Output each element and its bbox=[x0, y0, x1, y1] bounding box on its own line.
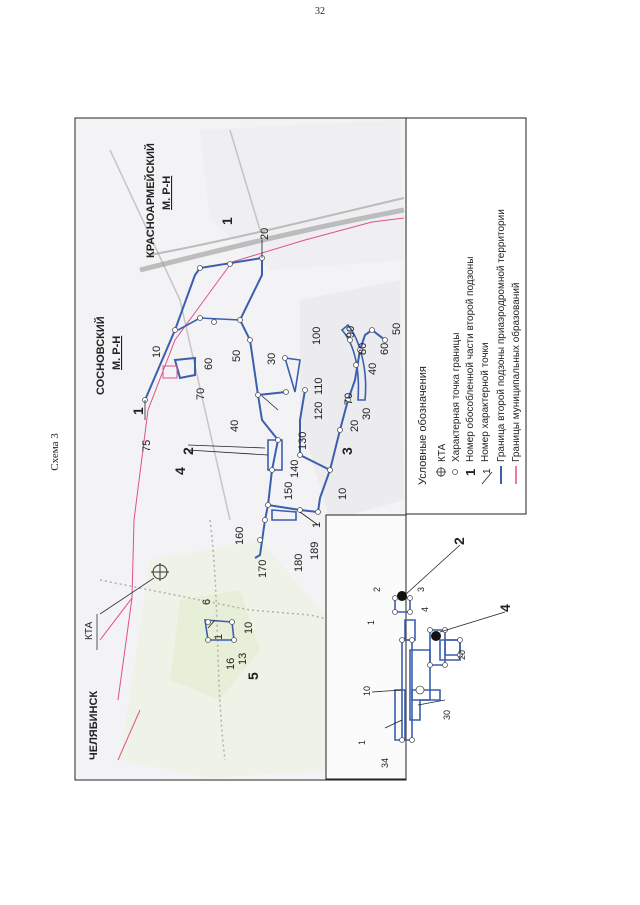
legend-label-point: Характерная точка границы bbox=[451, 332, 462, 462]
legend-item-zone-number bbox=[463, 257, 478, 476]
inset-point-2: 2 bbox=[372, 586, 382, 592]
legend-title: Условные обозначения bbox=[417, 366, 429, 485]
point-130: 130 bbox=[297, 431, 309, 450]
legend-symbol-zone-number: 1 bbox=[463, 468, 478, 476]
point-50b: 50 bbox=[391, 322, 403, 335]
point-75: 75 bbox=[141, 439, 153, 452]
label-krasnoarmeysky-2: М. Р-Н bbox=[161, 175, 173, 210]
point-40: 40 bbox=[229, 419, 241, 432]
legend-item-municipal-line bbox=[510, 283, 522, 485]
point-90: 90 bbox=[345, 325, 357, 338]
point-10b: 10 bbox=[337, 487, 349, 500]
point-80: 80 bbox=[357, 342, 369, 355]
point-20b: 20 bbox=[349, 419, 361, 432]
point-z5-10: 10 bbox=[243, 621, 255, 634]
legend-item-point bbox=[451, 333, 462, 475]
inset-zone-4: 4 bbox=[497, 604, 513, 612]
legend-label-kta: КТА bbox=[437, 443, 448, 462]
point-110: 110 bbox=[313, 377, 325, 395]
point-180: 180 bbox=[293, 553, 305, 572]
point-100: 100 bbox=[311, 326, 323, 345]
inset-point-20: 20 bbox=[457, 649, 467, 660]
point-30: 30 bbox=[266, 352, 278, 365]
point-40b: 40 bbox=[367, 362, 379, 375]
point-170: 170 bbox=[257, 559, 269, 578]
legend-label-subzone-line: Граница второй подзоны приаэродромной территории bbox=[496, 209, 507, 462]
point-70b: 70 bbox=[343, 392, 355, 405]
zone-number-4: 4 bbox=[172, 467, 188, 475]
point-120: 120 bbox=[313, 401, 325, 420]
legend-symbol-point-number: 1 bbox=[482, 468, 493, 474]
zone-number-2: 2 bbox=[180, 447, 196, 455]
legend-label-municipal-line: Границы муниципальных образований bbox=[511, 282, 522, 462]
zone-number-3: 3 bbox=[339, 447, 355, 455]
label-sosnovsky-1: СОСНОВСКИЙ bbox=[95, 316, 107, 395]
point-z5-6: 6 bbox=[201, 598, 213, 605]
point-1b: 1 bbox=[311, 521, 323, 528]
label-chelyabinsk: ЧЕЛЯБИНСК bbox=[88, 690, 100, 760]
small-circle-icon bbox=[453, 470, 458, 475]
scheme-title: Схема 3 bbox=[49, 433, 61, 471]
label-krasnoarmeysky-1: КРАСНОАРМЕЙСКИЙ bbox=[145, 143, 157, 258]
point-20: 20 bbox=[259, 227, 271, 240]
inset-point-1: 1 bbox=[366, 619, 376, 625]
point-189: 189 bbox=[309, 541, 321, 560]
inset-point-34: 34 bbox=[380, 757, 390, 768]
point-z5-16: 16 bbox=[225, 657, 237, 670]
inset-marker-4 bbox=[431, 631, 441, 641]
zone-number-5: 5 bbox=[245, 672, 261, 680]
inset-panel bbox=[326, 515, 460, 779]
point-160: 160 bbox=[234, 526, 246, 545]
point-60b: 60 bbox=[379, 342, 391, 355]
point-50: 50 bbox=[231, 349, 243, 362]
legend-label-zone-number: Номер обособленной части второй подзоны bbox=[465, 256, 476, 462]
inset-point-10: 10 bbox=[362, 685, 372, 696]
page-number: 32 bbox=[315, 6, 325, 17]
inset-point-30: 30 bbox=[442, 709, 452, 720]
point-10: 10 bbox=[151, 345, 163, 358]
inset-point-1b: 1 bbox=[357, 739, 367, 745]
zone-number-1b: 1 bbox=[130, 407, 146, 415]
point-60: 60 bbox=[203, 357, 215, 370]
point-140: 140 bbox=[289, 459, 301, 478]
inset-marker-2 bbox=[397, 591, 407, 601]
inset-point-4: 4 bbox=[420, 606, 430, 612]
point-70: 70 bbox=[195, 387, 207, 400]
label-sosnovsky-2: М. Р-Н bbox=[111, 335, 123, 370]
zone-number-1: 1 bbox=[219, 217, 235, 225]
inset-point-3: 3 bbox=[416, 586, 426, 592]
point-z5-13: 13 bbox=[237, 652, 249, 665]
point-150: 150 bbox=[283, 481, 295, 500]
kta-label: КТА bbox=[84, 621, 95, 640]
point-z5-1: 1 bbox=[213, 633, 225, 640]
legend-item-subzone-line bbox=[496, 209, 507, 484]
point-30b: 30 bbox=[361, 407, 373, 420]
inset-zone-2: 2 bbox=[451, 537, 467, 545]
legend-label-point-number: Номер характерной точки bbox=[480, 342, 491, 462]
